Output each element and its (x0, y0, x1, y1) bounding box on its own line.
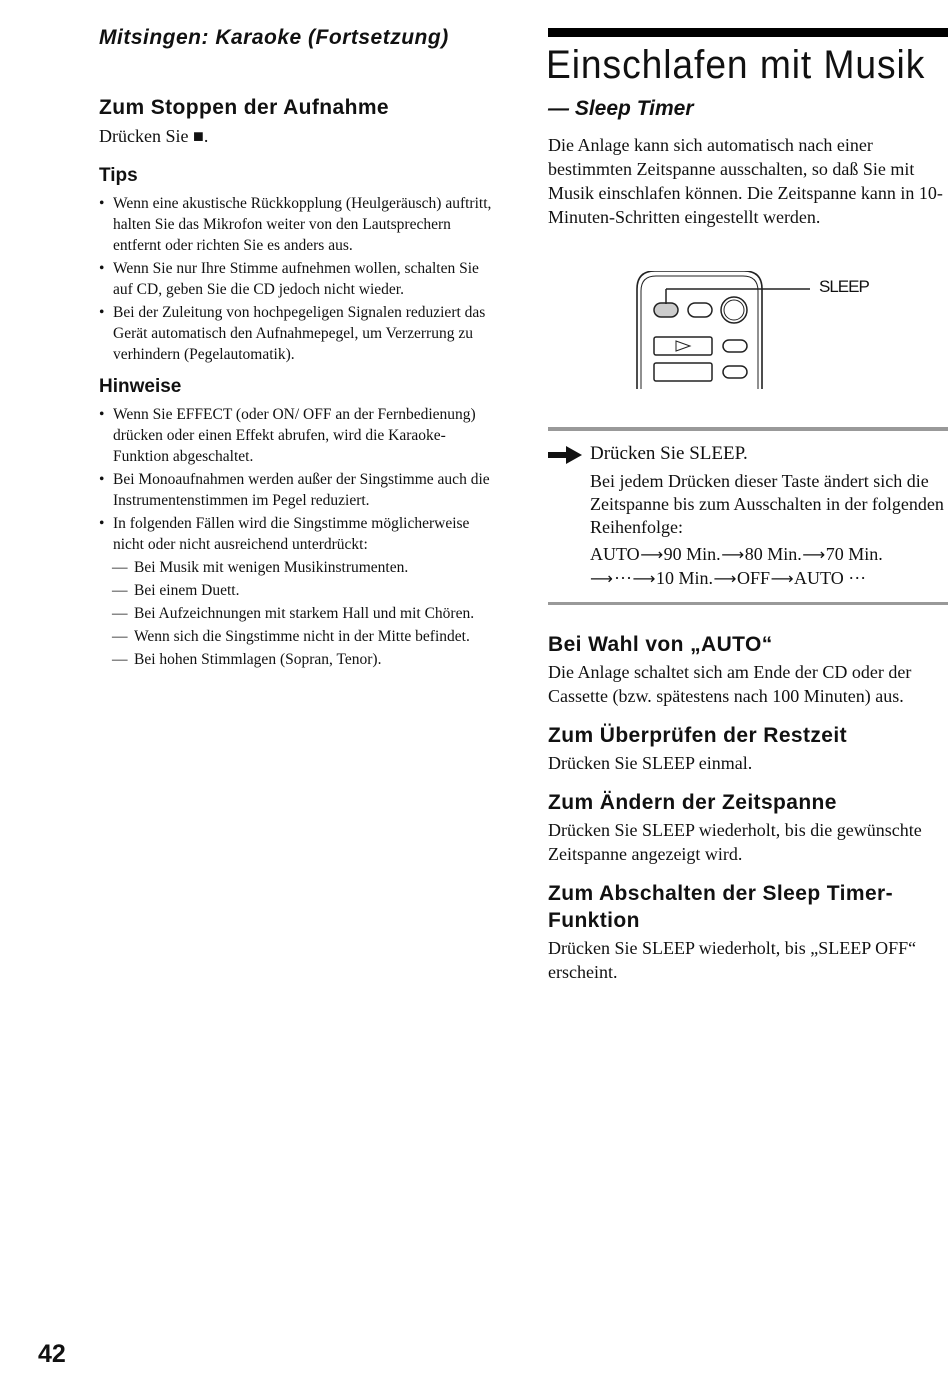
tips-heading: Tips (99, 165, 138, 186)
arrow-right-icon: ⟶ (632, 569, 656, 588)
step-row (548, 441, 948, 590)
check-heading: Zum Überprüfen der Restzeit (548, 724, 848, 747)
note-sub-item: — Wenn sich die Singstimme nicht in der Mitte befindet. (99, 626, 499, 647)
arrow-right-icon: ⟶ (713, 569, 737, 588)
sequence-value: 90 Min. (663, 544, 721, 564)
note-item (99, 513, 499, 555)
auto-text: Die Anlage schaltet sich am Ende der CD oder der Cassette (bzw. spätestens nach 100 Minuten) aus. (548, 662, 912, 706)
stop-recording-text: Drücken Sie ■. (99, 126, 209, 146)
arrow-right-icon: ⟶ (640, 545, 664, 564)
note-item: • Bei Monoaufnahmen werden außer der Singstimme auch die Instrumentenstimmen im Pegel reduziert. (99, 469, 499, 511)
step-arrow-icon (548, 441, 590, 469)
sequence-value: ··· (614, 568, 632, 588)
notes-heading: Hinweise (99, 376, 182, 397)
sequence-value: 70 Min. (825, 544, 883, 564)
note-sub-item: — Bei Musik mit wenigen Musikinstrumenten. (99, 557, 499, 578)
notes-sub-list (99, 557, 499, 670)
auto-heading: Bei Wahl von „AUTO“ (548, 633, 773, 656)
check-text: Drücken Sie SLEEP einmal. (548, 753, 753, 773)
arrow-right-icon: ⟶ (770, 569, 794, 588)
sequence-value: AUTO (590, 544, 640, 564)
off-heading: Zum Abschalten der Sleep Timer-Funktion (548, 882, 893, 932)
stop-recording-heading: Zum Stoppen der Aufnahme (99, 96, 389, 119)
left-column (99, 24, 499, 672)
sequence-value: 10 Min. (655, 568, 713, 588)
step-text: Bei jedem Drücken dieser Taste ändert sich die Zeitspanne bis zum Ausschalten in der folgenden Reihenfolge: (590, 471, 944, 537)
page-title: Einschlafen mit Musik (546, 43, 926, 87)
remote-control-icon (548, 271, 948, 391)
note-sub-item: — Bei Aufzeichnungen mit starkem Hall und mit Chören. (99, 603, 499, 624)
remote-illustration (548, 271, 948, 391)
note-item-text: In folgenden Fällen wird die Singstimme möglicherweise nicht oder nicht ausreichend unterdrückt: (113, 515, 470, 553)
notes-list (99, 404, 499, 555)
sequence-value: OFF (737, 568, 771, 588)
intro-text: Die Anlage kann sich automatisch nach einer bestimmten Zeitspanne ausschalten, so daß Sie mit Musik einschlafen können. Die Zeitspanne kann in 10-Minuten-Schritten eingestellt werden. (548, 135, 943, 227)
note-item: • Wenn Sie EFFECT (oder ON/ OFF an der Fernbedienung) drücken oder einen Effekt abrufen, wird die Karaoke-Funktion abgeschaltet. (99, 404, 499, 467)
off-text: Drücken Sie SLEEP wiederholt, bis „SLEEP OFF“ erscheint. (548, 938, 917, 982)
tip-item: • Bei der Zuleitung von hochpegeligen Signalen reduziert das Gerät automatisch den Aufnahmepegel, um Verzerrung zu verhindern (Pegelautomatik). (99, 302, 499, 365)
arrow-right-icon: ⟶ (590, 569, 613, 588)
tips-list (99, 193, 499, 365)
step-title: Drücken Sie SLEEP. (590, 443, 748, 464)
running-head: Mitsingen: Karaoke (Fortsetzung) (99, 26, 449, 49)
step-content (590, 441, 948, 590)
title-bar (548, 28, 948, 37)
sleep-label: SLEEP (819, 277, 869, 296)
sequence-value: AUTO ··· (794, 568, 867, 588)
note-sub-item: — Bei hohen Stimmlagen (Sopran, Tenor). (99, 649, 499, 670)
sequence-line-2 (590, 567, 948, 590)
note-sub-item: — Bei einem Duett. (99, 580, 499, 601)
arrow-right-icon: ⟶ (802, 545, 826, 564)
tip-item: • Wenn Sie nur Ihre Stimme aufnehmen wollen, schalten Sie auf CD, geben Sie die CD jedoch nicht wieder. (99, 258, 499, 300)
sequence-line-1 (590, 543, 948, 566)
right-column (548, 28, 948, 984)
page-number: 42 (38, 1340, 66, 1368)
change-heading: Zum Ändern der Zeitspanne (548, 791, 837, 814)
step-box (548, 427, 948, 605)
sequence-value: 80 Min. (744, 544, 802, 564)
page-subtitle: — Sleep Timer (548, 97, 694, 120)
tip-item: • Wenn eine akustische Rückkopplung (Heulgeräusch) auftritt, halten Sie das Mikrofon weiter von den Lautsprechern entfernt oder richten Sie es anders aus. (99, 193, 499, 256)
change-text: Drücken Sie SLEEP wiederholt, bis die gewünschte Zeitspanne angezeigt wird. (548, 820, 922, 864)
arrow-right-icon: ⟶ (721, 545, 745, 564)
